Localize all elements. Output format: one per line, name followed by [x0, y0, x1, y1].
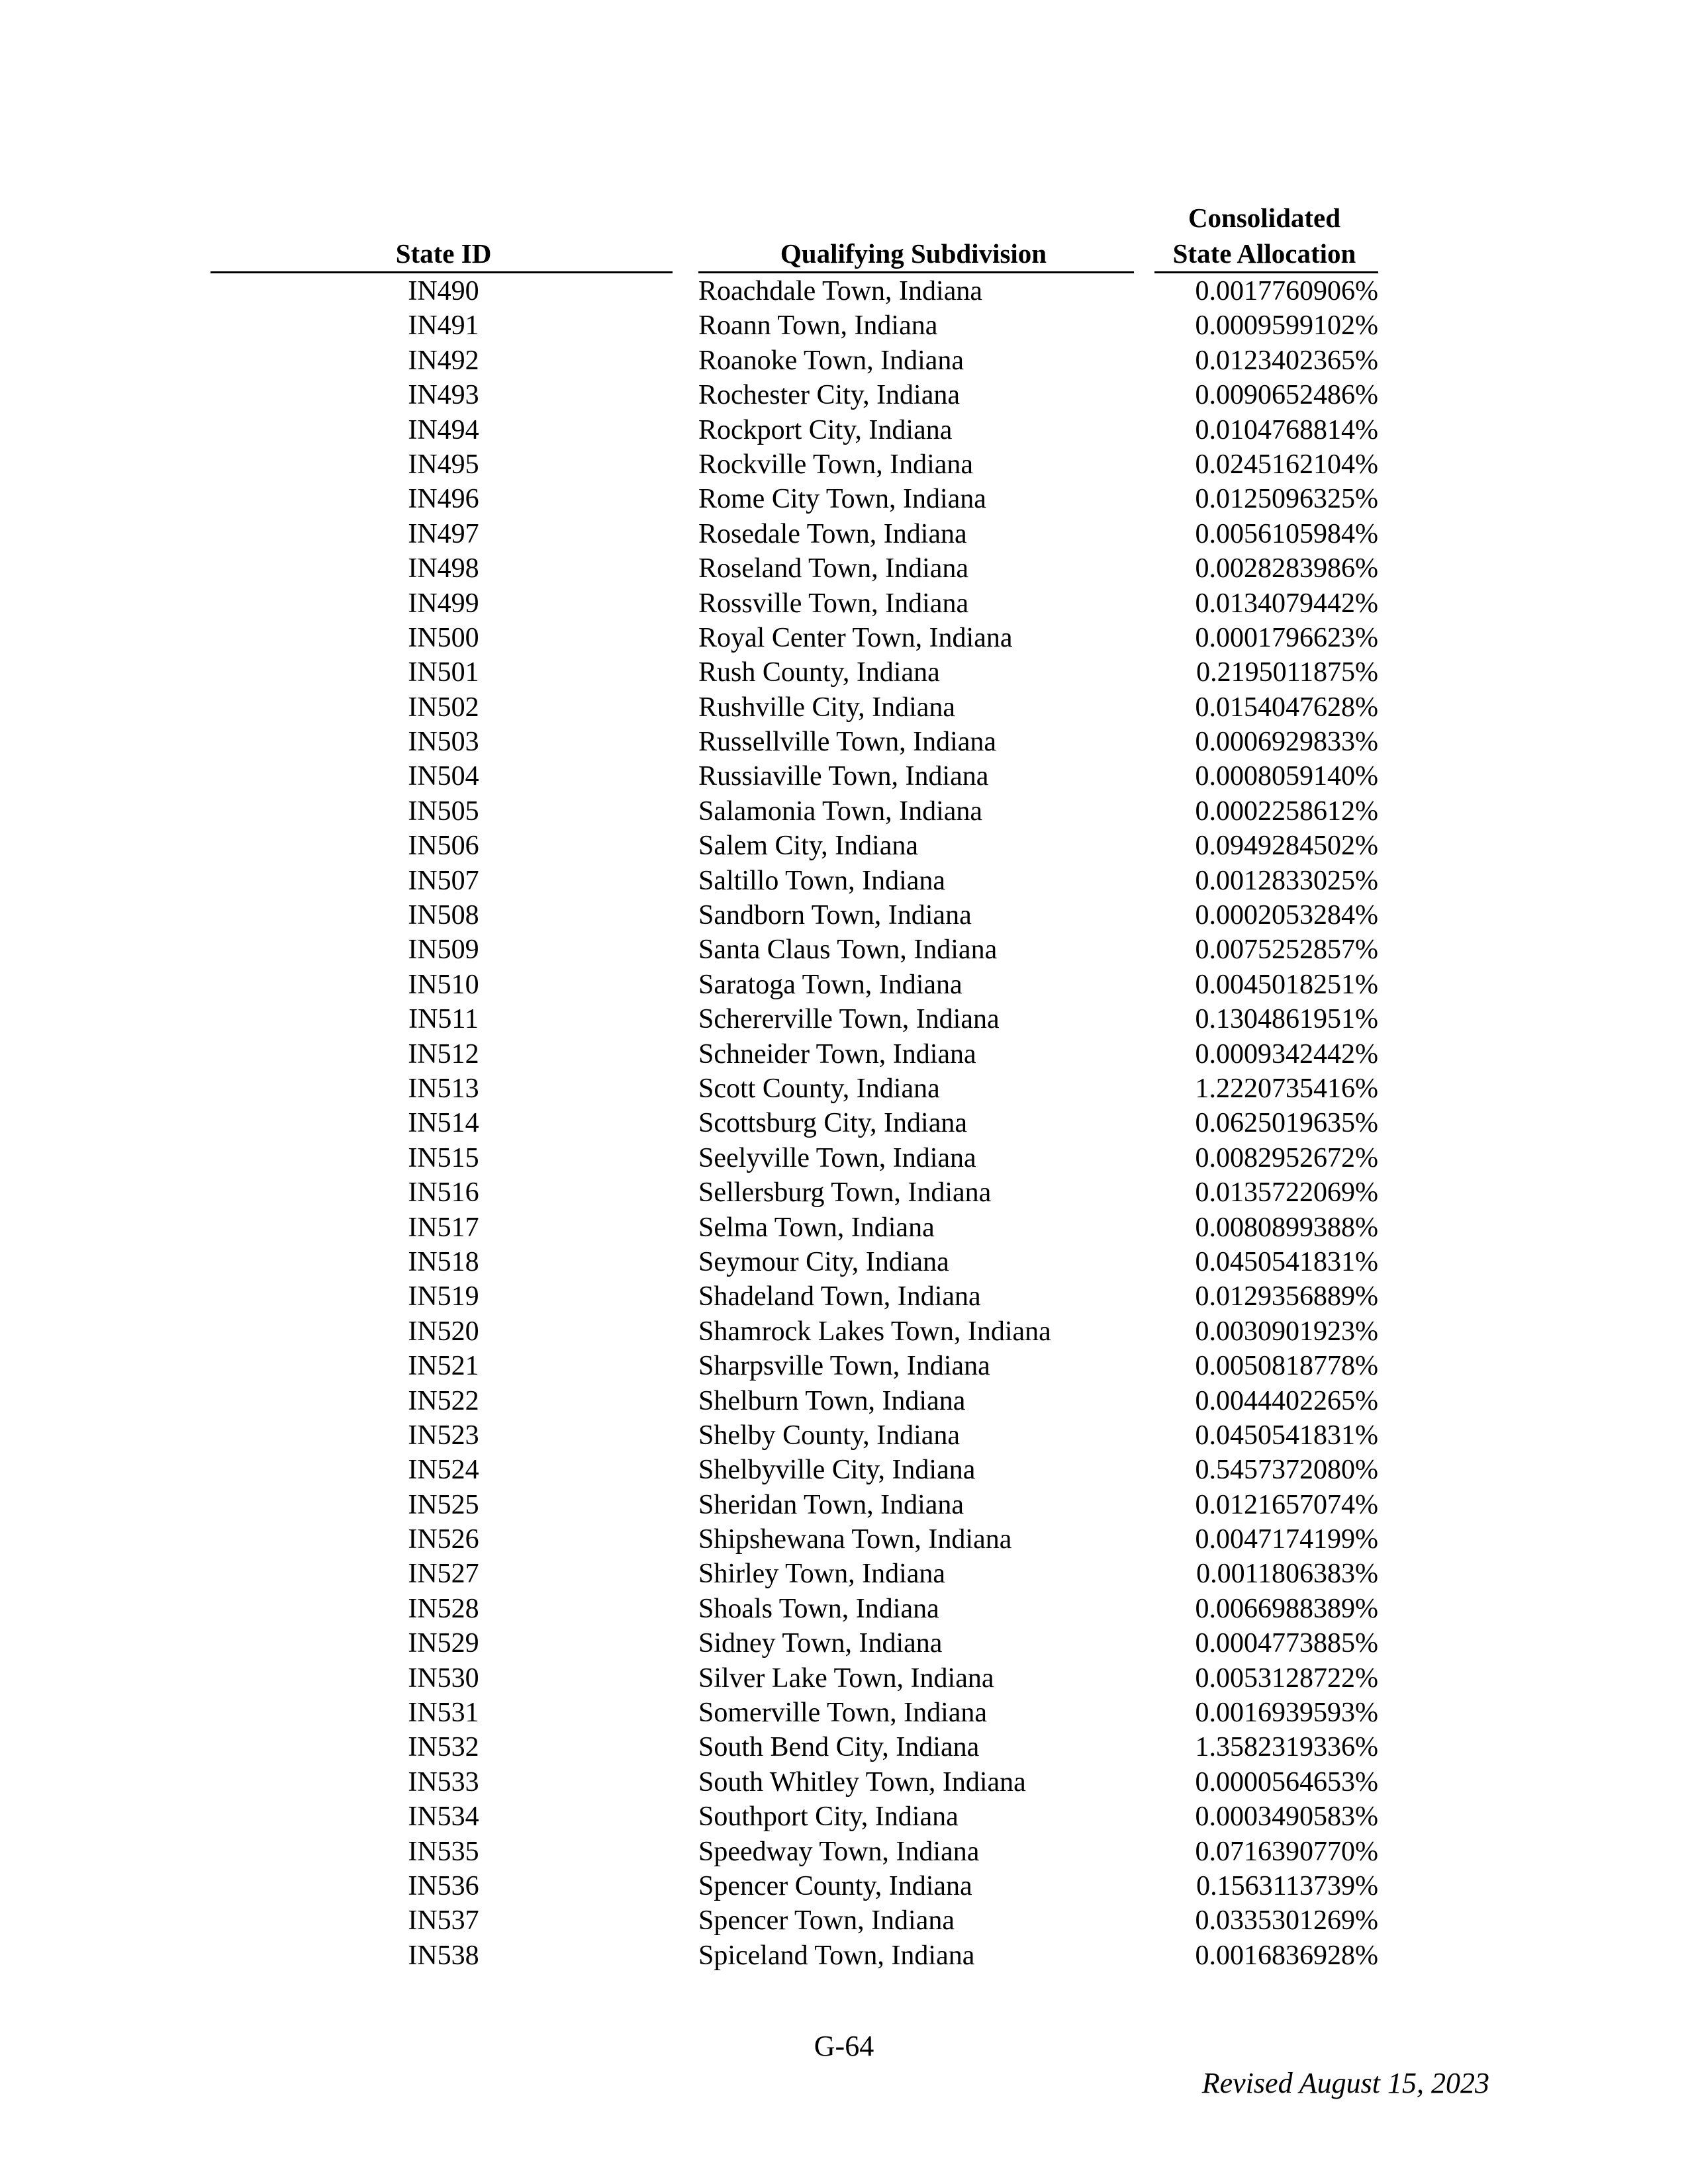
table-row [0, 1384, 1688, 1418]
header-allocation-line2: State Allocation [1172, 238, 1356, 269]
table-row [0, 759, 1688, 794]
table-row [0, 1314, 1688, 1349]
table-row [0, 898, 1688, 933]
state-id-cell: IN492 [408, 345, 479, 376]
state-id-cell: IN499 [408, 588, 479, 619]
table-row [0, 1522, 1688, 1557]
header-rule-allocation [1154, 271, 1378, 273]
allocation-cell: 0.0090652486% [1195, 380, 1378, 411]
state-id-cell: IN515 [408, 1142, 479, 1173]
table-row [0, 1488, 1688, 1522]
allocation-cell: 0.1563113739% [1196, 1870, 1378, 1901]
subdivision-cell: Scottsburg City, Indiana [698, 1108, 967, 1139]
table-row [0, 551, 1688, 586]
state-id-cell: IN502 [408, 692, 479, 723]
state-id-cell: IN518 [408, 1246, 479, 1277]
state-id-cell: IN516 [408, 1177, 479, 1208]
state-id-cell: IN498 [408, 553, 479, 584]
subdivision-cell: Scott County, Indiana [698, 1073, 940, 1104]
subdivision-cell: Spencer Town, Indiana [698, 1905, 955, 1936]
subdivision-cell: Schererville Town, Indiana [698, 1004, 1000, 1035]
state-id-cell: IN525 [408, 1489, 479, 1520]
allocation-cell: 0.0121657074% [1195, 1489, 1378, 1520]
state-id-cell: IN514 [408, 1108, 479, 1139]
allocation-cell: 0.0011806383% [1196, 1559, 1378, 1590]
table-row [0, 1279, 1688, 1314]
allocation-cell: 0.1304861951% [1195, 1004, 1378, 1035]
table-row [0, 1730, 1688, 1764]
table-row [0, 933, 1688, 967]
allocation-cell: 0.0009342442% [1195, 1038, 1378, 1069]
subdivision-cell: Shelby County, Indiana [698, 1420, 961, 1451]
state-id-cell: IN537 [408, 1905, 479, 1936]
allocation-cell: 0.0066988389% [1195, 1593, 1378, 1624]
allocation-cell: 0.0012833025% [1195, 865, 1378, 896]
allocation-cell: 0.0017760906% [1195, 276, 1378, 306]
allocation-cell: 0.0716390770% [1195, 1836, 1378, 1867]
state-id-cell: IN531 [408, 1698, 479, 1729]
state-id-cell: IN491 [408, 310, 479, 341]
table-row [0, 447, 1688, 482]
allocation-cell: 0.0104768814% [1195, 414, 1378, 445]
allocation-cell: 0.0002053284% [1195, 900, 1378, 931]
allocation-cell: 0.0949284502% [1195, 831, 1378, 862]
allocation-cell: 0.0056105984% [1195, 518, 1378, 549]
allocation-cell: 0.0335301269% [1195, 1905, 1378, 1936]
subdivision-cell: Rosedale Town, Indiana [698, 518, 967, 549]
subdivision-cell: Roachdale Town, Indiana [698, 276, 982, 306]
state-id-cell: IN528 [408, 1593, 479, 1624]
allocation-cell: 0.0001796623% [1195, 622, 1378, 653]
allocation-cell: 0.5457372080% [1195, 1455, 1378, 1486]
table-row [0, 1626, 1688, 1661]
header-allocation-line1: Consolidated [1188, 203, 1341, 233]
subdivision-cell: Royal Center Town, Indiana [698, 622, 1013, 653]
allocation-cell: 0.0000564653% [1195, 1766, 1378, 1797]
subdivision-cell: Selma Town, Indiana [698, 1212, 935, 1243]
state-id-cell: IN490 [408, 276, 479, 306]
table-row [0, 1245, 1688, 1279]
subdivision-cell: Rome City Town, Indiana [698, 484, 986, 515]
state-id-cell: IN495 [408, 449, 479, 480]
table-row [0, 308, 1688, 343]
state-id-cell: IN494 [408, 414, 479, 445]
table-row [0, 1141, 1688, 1175]
subdivision-cell: Shamrock Lakes Town, Indiana [698, 1316, 1051, 1347]
subdivision-cell: Shoals Town, Indiana [698, 1593, 939, 1624]
state-id-cell: IN513 [408, 1073, 479, 1104]
table-row [0, 343, 1688, 378]
table-row [0, 968, 1688, 1002]
table-row [0, 586, 1688, 621]
subdivision-cell: Southport City, Indiana [698, 1801, 959, 1833]
allocation-cell: 0.0008059140% [1195, 761, 1378, 792]
table-row [0, 1106, 1688, 1140]
allocation-cell: 0.0154047628% [1195, 692, 1378, 723]
allocation-cell: 0.0047174199% [1195, 1524, 1378, 1555]
subdivision-cell: Santa Claus Town, Indiana [698, 934, 998, 966]
subdivision-cell: Russiaville Town, Indiana [698, 761, 989, 792]
allocation-cell: 0.0044402265% [1195, 1385, 1378, 1416]
subdivision-cell: Saratoga Town, Indiana [698, 969, 962, 1000]
state-id-cell: IN503 [408, 727, 479, 758]
allocation-cell: 0.0123402365% [1195, 345, 1378, 376]
table-row [0, 794, 1688, 829]
state-id-cell: IN510 [408, 969, 479, 1000]
subdivision-cell: Roanoke Town, Indiana [698, 345, 964, 376]
allocation-cell: 0.2195011875% [1196, 657, 1378, 688]
page-number: G-64 [814, 2030, 874, 2062]
subdivision-cell: Salem City, Indiana [698, 831, 919, 862]
subdivision-cell: Russellville Town, Indiana [698, 727, 997, 758]
subdivision-cell: Roann Town, Indiana [698, 310, 938, 341]
state-id-cell: IN527 [408, 1559, 479, 1590]
subdivision-cell: Rushville City, Indiana [698, 692, 956, 723]
subdivision-cell: Spiceland Town, Indiana [698, 1940, 975, 1971]
subdivision-cell: Rossville Town, Indiana [698, 588, 969, 619]
table-row [0, 1071, 1688, 1106]
state-id-cell: IN530 [408, 1662, 479, 1694]
allocation-table-body [0, 274, 1688, 1973]
subdivision-cell: Rush County, Indiana [698, 657, 940, 688]
table-row [0, 1696, 1688, 1730]
table-row [0, 1418, 1688, 1453]
header-consolidated-state-allocation [1152, 200, 1377, 271]
state-id-cell: IN523 [408, 1420, 479, 1451]
table-row [0, 1175, 1688, 1210]
allocation-cell: 0.0075252857% [1195, 934, 1378, 966]
subdivision-cell: Speedway Town, Indiana [698, 1836, 980, 1867]
subdivision-cell: Shirley Town, Indiana [698, 1559, 946, 1590]
allocation-cell: 0.0450541831% [1195, 1420, 1378, 1451]
state-id-cell: IN533 [408, 1766, 479, 1797]
table-row [0, 413, 1688, 447]
table-row [0, 621, 1688, 655]
table-row [0, 1869, 1688, 1903]
allocation-cell: 0.0045018251% [1195, 969, 1378, 1000]
state-id-cell: IN506 [408, 831, 479, 862]
allocation-cell: 0.0450541831% [1195, 1246, 1378, 1277]
table-row [0, 1349, 1688, 1383]
subdivision-cell: Sandborn Town, Indiana [698, 900, 972, 931]
allocation-cell: 0.0006929833% [1195, 727, 1378, 758]
allocation-cell: 0.0009599102% [1195, 310, 1378, 341]
subdivision-cell: Seymour City, Indiana [698, 1246, 949, 1277]
allocation-cell: 0.0002258612% [1195, 796, 1378, 827]
table-row [0, 1799, 1688, 1834]
state-id-cell: IN522 [408, 1385, 479, 1416]
table-row [0, 725, 1688, 759]
allocation-cell: 0.0004773885% [1195, 1628, 1378, 1659]
header-qualifying-subdivision: Qualifying Subdivision [780, 238, 1047, 269]
state-id-cell: IN526 [408, 1524, 479, 1555]
table-row [0, 517, 1688, 551]
table-row [0, 1210, 1688, 1245]
state-id-cell: IN520 [408, 1316, 479, 1347]
subdivision-cell: Rockville Town, Indiana [698, 449, 974, 480]
state-id-cell: IN517 [408, 1212, 479, 1243]
state-id-cell: IN532 [408, 1732, 479, 1763]
table-row [0, 482, 1688, 516]
header-state-id: State ID [395, 238, 492, 269]
revised-date: Revised August 15, 2023 [1201, 2067, 1489, 2099]
header-rule-state-id [211, 271, 673, 273]
table-row [0, 1453, 1688, 1487]
subdivision-cell: Shadeland Town, Indiana [698, 1281, 981, 1312]
state-id-cell: IN507 [408, 865, 479, 896]
subdivision-cell: Salamonia Town, Indiana [698, 796, 983, 827]
state-id-cell: IN505 [408, 796, 479, 827]
table-row [0, 1661, 1688, 1696]
allocation-cell: 0.0134079442% [1195, 588, 1378, 619]
subdivision-cell: South Whitley Town, Indiana [698, 1766, 1026, 1797]
allocation-cell: 0.0080899388% [1195, 1212, 1378, 1243]
state-id-cell: IN536 [408, 1870, 479, 1901]
allocation-cell: 1.3582319336% [1195, 1732, 1378, 1763]
state-id-cell: IN493 [408, 380, 479, 411]
allocation-cell: 0.0625019635% [1195, 1108, 1378, 1139]
allocation-cell: 0.0135722069% [1195, 1177, 1378, 1208]
table-row [0, 829, 1688, 863]
subdivision-cell: Shelburn Town, Indiana [698, 1385, 966, 1416]
allocation-cell: 0.0125096325% [1195, 484, 1378, 515]
allocation-cell: 0.0016836928% [1195, 1940, 1378, 1971]
table-row [0, 1557, 1688, 1591]
allocation-cell: 1.2220735416% [1195, 1073, 1378, 1104]
state-id-cell: IN519 [408, 1281, 479, 1312]
state-id-cell: IN521 [408, 1351, 479, 1382]
table-row [0, 690, 1688, 725]
allocation-cell: 0.0129356889% [1195, 1281, 1378, 1312]
table-row [0, 1765, 1688, 1799]
subdivision-cell: Saltillo Town, Indiana [698, 865, 946, 896]
table-row [0, 1002, 1688, 1036]
allocation-cell: 0.0016939593% [1195, 1698, 1378, 1729]
table-row [0, 378, 1688, 412]
state-id-cell: IN512 [408, 1038, 479, 1069]
subdivision-cell: Shipshewana Town, Indiana [698, 1524, 1012, 1555]
subdivision-cell: Sellersburg Town, Indiana [698, 1177, 992, 1208]
table-row [0, 1592, 1688, 1626]
table-row [0, 864, 1688, 898]
allocation-cell: 0.0028283986% [1195, 553, 1378, 584]
allocation-cell: 0.0245162104% [1195, 449, 1378, 480]
table-row [0, 274, 1688, 308]
subdivision-cell: Sidney Town, Indiana [698, 1628, 943, 1659]
subdivision-cell: Sharpsville Town, Indiana [698, 1351, 990, 1382]
state-id-cell: IN535 [408, 1836, 479, 1867]
state-id-cell: IN496 [408, 484, 479, 515]
table-row [0, 1903, 1688, 1938]
state-id-cell: IN511 [408, 1004, 479, 1035]
state-id-cell: IN524 [408, 1455, 479, 1486]
state-id-cell: IN534 [408, 1801, 479, 1833]
subdivision-cell: Rockport City, Indiana [698, 414, 953, 445]
allocation-cell: 0.0082952672% [1195, 1142, 1378, 1173]
subdivision-cell: Roseland Town, Indiana [698, 553, 969, 584]
subdivision-cell: Schneider Town, Indiana [698, 1038, 976, 1069]
state-id-cell: IN538 [408, 1940, 479, 1971]
allocation-cell: 0.0050818778% [1195, 1351, 1378, 1382]
state-id-cell: IN501 [408, 657, 479, 688]
subdivision-cell: Somerville Town, Indiana [698, 1698, 988, 1729]
table-row [0, 655, 1688, 690]
subdivision-cell: Shelbyville City, Indiana [698, 1455, 976, 1486]
state-id-cell: IN504 [408, 761, 479, 792]
allocation-cell: 0.0030901923% [1195, 1316, 1378, 1347]
allocation-cell: 0.0053128722% [1195, 1662, 1378, 1694]
table-row [0, 1938, 1688, 1973]
header-rule-subdivision [698, 271, 1134, 273]
state-id-cell: IN500 [408, 622, 479, 653]
state-id-cell: IN529 [408, 1628, 479, 1659]
subdivision-cell: Rochester City, Indiana [698, 380, 961, 411]
subdivision-cell: Seelyville Town, Indiana [698, 1142, 976, 1173]
state-id-cell: IN508 [408, 900, 479, 931]
table-row [0, 1037, 1688, 1071]
subdivision-cell: South Bend City, Indiana [698, 1732, 980, 1763]
subdivision-cell: Silver Lake Town, Indiana [698, 1662, 994, 1694]
state-id-cell: IN497 [408, 518, 479, 549]
subdivision-cell: Sheridan Town, Indiana [698, 1489, 964, 1520]
state-id-cell: IN509 [408, 934, 479, 966]
allocation-cell: 0.0003490583% [1195, 1801, 1378, 1833]
subdivision-cell: Spencer County, Indiana [698, 1870, 972, 1901]
table-row [0, 1835, 1688, 1869]
